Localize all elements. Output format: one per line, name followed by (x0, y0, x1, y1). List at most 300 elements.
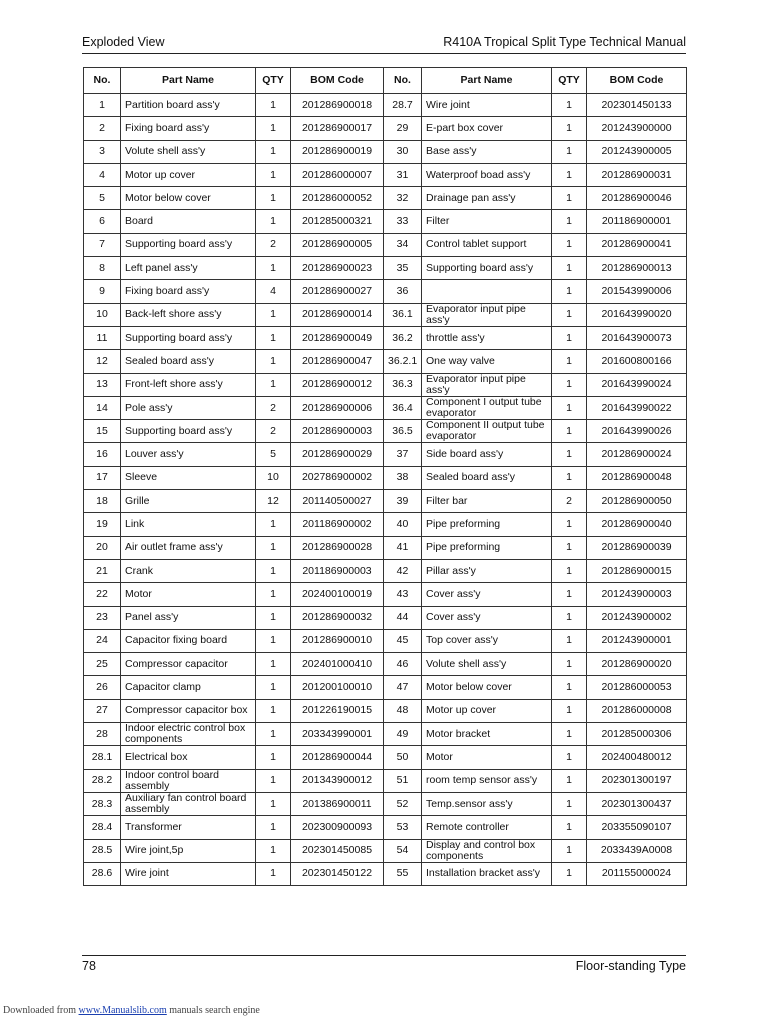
cell-no: 53 (384, 816, 422, 839)
cell-no: 18 (84, 490, 121, 513)
cell-no: 32 (384, 187, 422, 210)
table-row (84, 466, 687, 489)
cell-no: 38 (384, 466, 422, 489)
cell-part-name: Base ass'y (422, 140, 552, 163)
cell-bom-code: 201643990026 (587, 420, 687, 443)
table-row (84, 163, 687, 186)
cell-no: 42 (384, 559, 422, 582)
cell-no: 20 (84, 536, 121, 559)
cell-part-name: Electrical box (121, 746, 256, 769)
cell-qty: 1 (552, 653, 587, 676)
page-number: 78 (82, 959, 96, 973)
column-header-part-name: Part Name (121, 68, 256, 94)
cell-part-name: Left panel ass'y (121, 257, 256, 280)
cell-qty: 1 (256, 513, 291, 536)
cell-no: 36.4 (384, 396, 422, 419)
cell-bom-code: 201286900027 (291, 280, 384, 303)
cell-bom-code: 201286900014 (291, 303, 384, 326)
cell-no: 8 (84, 257, 121, 280)
cell-part-name: Pole ass'y (121, 396, 256, 419)
table-row (84, 94, 687, 117)
cell-part-name: Indoor electric control box components (121, 723, 256, 746)
cell-no: 17 (84, 466, 121, 489)
page-footer (82, 958, 686, 974)
cell-part-name: Supporting board ass'y (121, 233, 256, 256)
cell-qty: 1 (552, 676, 587, 699)
table-row (84, 326, 687, 349)
cell-qty: 1 (256, 723, 291, 746)
column-header-bom-code: BOM Code (587, 68, 687, 94)
table-row (84, 746, 687, 769)
cell-bom-code: 201286900050 (587, 490, 687, 513)
cell-qty: 2 (552, 490, 587, 513)
cell-qty: 1 (256, 653, 291, 676)
cell-bom-code: 202301300197 (587, 769, 687, 792)
cell-no: 41 (384, 536, 422, 559)
table-row (84, 117, 687, 140)
cell-bom-code: 201286900012 (291, 373, 384, 396)
cell-no: 36.1 (384, 303, 422, 326)
cell-bom-code: 201243900005 (587, 140, 687, 163)
column-header-no: No. (384, 68, 422, 94)
column-header-bom-code: BOM Code (291, 68, 384, 94)
cell-part-name: Fixing board ass'y (121, 280, 256, 303)
cell-qty: 1 (256, 816, 291, 839)
cell-no: 24 (84, 629, 121, 652)
watermark-suffix: manuals search engine (166, 1005, 260, 1016)
cell-part-name: Compressor capacitor box (121, 699, 256, 722)
cell-qty: 1 (552, 233, 587, 256)
cell-qty: 1 (552, 326, 587, 349)
table-row (84, 303, 687, 326)
cell-part-name: Wire joint (121, 862, 256, 885)
cell-qty: 1 (256, 187, 291, 210)
cell-bom-code: 201286000008 (587, 699, 687, 722)
cell-no: 23 (84, 606, 121, 629)
cell-part-name: Motor below cover (422, 676, 552, 699)
table-row (84, 769, 687, 792)
cell-part-name: Volute shell ass'y (422, 653, 552, 676)
cell-bom-code: 201286000052 (291, 187, 384, 210)
cell-qty: 1 (552, 420, 587, 443)
cell-part-name: Partition board ass'y (121, 94, 256, 117)
cell-bom-code: 201286900047 (291, 350, 384, 373)
cell-qty: 1 (256, 210, 291, 233)
table-row (84, 792, 687, 815)
cell-bom-code: 202301450085 (291, 839, 384, 862)
cell-no: 45 (384, 629, 422, 652)
cell-part-name: Component I output tube evaporator (422, 396, 552, 419)
table-row (84, 257, 687, 280)
cell-no: 34 (384, 233, 422, 256)
cell-bom-code: 201643990020 (587, 303, 687, 326)
cell-qty: 1 (552, 559, 587, 582)
cell-no: 4 (84, 163, 121, 186)
cell-no: 31 (384, 163, 422, 186)
cell-qty: 5 (256, 443, 291, 466)
cell-qty: 2 (256, 420, 291, 443)
cell-qty: 1 (552, 746, 587, 769)
cell-part-name: Pipe preforming (422, 536, 552, 559)
cell-no: 13 (84, 373, 121, 396)
header-divider (82, 53, 686, 54)
cell-qty: 1 (256, 373, 291, 396)
cell-qty: 1 (552, 187, 587, 210)
cell-part-name: Sleeve (121, 466, 256, 489)
cell-part-name: Pipe preforming (422, 513, 552, 536)
cell-qty: 1 (552, 466, 587, 489)
cell-part-name: Indoor control board assembly (121, 769, 256, 792)
bom-table (83, 67, 687, 886)
cell-no: 29 (384, 117, 422, 140)
cell-bom-code: 201286900044 (291, 746, 384, 769)
cell-qty: 1 (552, 513, 587, 536)
cell-part-name: Evaporator input pipe ass'y (422, 303, 552, 326)
cell-bom-code: 201286900018 (291, 94, 384, 117)
cell-bom-code: 201286900017 (291, 117, 384, 140)
cell-bom-code: 202400480012 (587, 746, 687, 769)
cell-bom-code: 202301450122 (291, 862, 384, 885)
table-row (84, 723, 687, 746)
cell-qty: 10 (256, 466, 291, 489)
cell-qty: 1 (256, 699, 291, 722)
table-row (84, 373, 687, 396)
cell-bom-code: 201543990006 (587, 280, 687, 303)
cell-no: 28 (84, 723, 121, 746)
cell-bom-code: 202301300437 (587, 792, 687, 815)
cell-no: 26 (84, 676, 121, 699)
cell-qty: 1 (256, 676, 291, 699)
cell-part-name: Grille (121, 490, 256, 513)
cell-bom-code: 202400100019 (291, 583, 384, 606)
cell-qty: 1 (552, 94, 587, 117)
cell-part-name: Back-left shore ass'y (121, 303, 256, 326)
cell-part-name: Volute shell ass'y (121, 140, 256, 163)
cell-part-name: Compressor capacitor (121, 653, 256, 676)
table-row (84, 839, 687, 862)
table-row (84, 233, 687, 256)
column-header-qty: QTY (256, 68, 291, 94)
cell-qty: 1 (256, 94, 291, 117)
cell-part-name: Remote controller (422, 816, 552, 839)
table-row (84, 559, 687, 582)
cell-no: 25 (84, 653, 121, 676)
cell-bom-code: 201243900002 (587, 606, 687, 629)
cell-qty: 1 (552, 210, 587, 233)
cell-no: 28.1 (84, 746, 121, 769)
cell-part-name: Component II output tube evaporator (422, 420, 552, 443)
cell-bom-code: 201285000321 (291, 210, 384, 233)
cell-part-name: Capacitor fixing board (121, 629, 256, 652)
cell-part-name: Supporting board ass'y (121, 326, 256, 349)
cell-no: 36 (384, 280, 422, 303)
cell-no: 19 (84, 513, 121, 536)
cell-part-name: Crank (121, 559, 256, 582)
cell-no: 28.4 (84, 816, 121, 839)
cell-part-name: Wire joint (422, 94, 552, 117)
cell-no: 28.5 (84, 839, 121, 862)
cell-qty: 1 (256, 769, 291, 792)
cell-part-name: Louver ass'y (121, 443, 256, 466)
cell-qty: 1 (552, 140, 587, 163)
cell-no: 9 (84, 280, 121, 303)
cell-bom-code: 202300900093 (291, 816, 384, 839)
table-row (84, 140, 687, 163)
table-row (84, 490, 687, 513)
column-header-part-name: Part Name (422, 68, 552, 94)
table-row (84, 443, 687, 466)
cell-qty: 1 (256, 746, 291, 769)
cell-no: 54 (384, 839, 422, 862)
cell-no: 2 (84, 117, 121, 140)
cell-part-name: Supporting board ass'y (422, 257, 552, 280)
table-row (84, 629, 687, 652)
cell-part-name: Cover ass'y (422, 606, 552, 629)
cell-bom-code: 201286900019 (291, 140, 384, 163)
table-body (84, 94, 687, 886)
cell-bom-code: 201286900005 (291, 233, 384, 256)
cell-bom-code: 201643900073 (587, 326, 687, 349)
cell-bom-code: 201286900006 (291, 396, 384, 419)
cell-no: 11 (84, 326, 121, 349)
column-header-qty: QTY (552, 68, 587, 94)
table-row (84, 699, 687, 722)
cell-no: 12 (84, 350, 121, 373)
cell-qty: 2 (256, 233, 291, 256)
cell-bom-code: 201286900013 (587, 257, 687, 280)
cell-no: 16 (84, 443, 121, 466)
manualslib-link[interactable]: www.Manualslib.com (78, 1005, 167, 1016)
cell-part-name: Filter (422, 210, 552, 233)
cell-bom-code: 201140500027 (291, 490, 384, 513)
cell-bom-code: 202301450133 (587, 94, 687, 117)
cell-bom-code: 201186900002 (291, 513, 384, 536)
cell-bom-code: 201286900010 (291, 629, 384, 652)
cell-qty: 1 (552, 629, 587, 652)
cell-bom-code: 201343900012 (291, 769, 384, 792)
cell-qty: 1 (256, 792, 291, 815)
cell-bom-code: 201386900011 (291, 792, 384, 815)
cell-part-name: Waterproof boad ass'y (422, 163, 552, 186)
cell-no: 39 (384, 490, 422, 513)
cell-qty: 2 (256, 396, 291, 419)
cell-qty: 1 (552, 839, 587, 862)
cell-bom-code: 201286900039 (587, 536, 687, 559)
cell-bom-code: 201286900032 (291, 606, 384, 629)
cell-qty: 1 (552, 606, 587, 629)
cell-qty: 1 (552, 280, 587, 303)
cell-qty: 1 (552, 443, 587, 466)
cell-qty: 1 (256, 117, 291, 140)
cell-bom-code: 201286900031 (587, 163, 687, 186)
cell-part-name: Motor (422, 746, 552, 769)
cell-bom-code: 201600800166 (587, 350, 687, 373)
table-row (84, 606, 687, 629)
cell-no: 43 (384, 583, 422, 606)
cell-bom-code: 201286000007 (291, 163, 384, 186)
cell-part-name: Motor up cover (422, 699, 552, 722)
cell-bom-code: 201286900048 (587, 466, 687, 489)
cell-no: 10 (84, 303, 121, 326)
table-row (84, 187, 687, 210)
cell-no: 33 (384, 210, 422, 233)
cell-qty: 1 (552, 373, 587, 396)
cell-bom-code: 201286900041 (587, 233, 687, 256)
page-header (82, 33, 686, 51)
cell-part-name: Panel ass'y (121, 606, 256, 629)
cell-no: 55 (384, 862, 422, 885)
cell-part-name: Auxiliary fan control board assembly (121, 792, 256, 815)
cell-qty: 1 (552, 816, 587, 839)
cell-no: 50 (384, 746, 422, 769)
cell-bom-code: 202786900002 (291, 466, 384, 489)
column-header-no: No. (84, 68, 121, 94)
cell-part-name: Link (121, 513, 256, 536)
cell-qty: 1 (256, 140, 291, 163)
cell-bom-code: 201286900040 (587, 513, 687, 536)
cell-part-name: Pillar ass'y (422, 559, 552, 582)
cell-bom-code: 201286900046 (587, 187, 687, 210)
cell-qty: 1 (552, 792, 587, 815)
section-title: Exploded View (82, 35, 165, 49)
cell-bom-code: 201286900024 (587, 443, 687, 466)
cell-qty: 1 (256, 629, 291, 652)
cell-qty: 1 (552, 163, 587, 186)
cell-part-name: Drainage pan ass'y (422, 187, 552, 210)
cell-qty: 1 (256, 559, 291, 582)
table-row (84, 280, 687, 303)
table-row (84, 653, 687, 676)
cell-bom-code: 201286000053 (587, 676, 687, 699)
unit-type: Floor-standing Type (575, 959, 686, 973)
cell-part-name: E-part box cover (422, 117, 552, 140)
table-row (84, 396, 687, 419)
cell-qty: 1 (552, 536, 587, 559)
cell-bom-code: 201200100010 (291, 676, 384, 699)
cell-bom-code: 202401000410 (291, 653, 384, 676)
cell-qty: 1 (256, 839, 291, 862)
cell-no: 52 (384, 792, 422, 815)
cell-part-name: Cover ass'y (422, 583, 552, 606)
cell-bom-code: 201243900003 (587, 583, 687, 606)
cell-bom-code: 201286900020 (587, 653, 687, 676)
cell-bom-code: 201286900049 (291, 326, 384, 349)
cell-part-name: Motor (121, 583, 256, 606)
table-row (84, 513, 687, 536)
cell-no: 1 (84, 94, 121, 117)
cell-no: 22 (84, 583, 121, 606)
download-watermark (3, 1005, 260, 1016)
cell-no: 36.2 (384, 326, 422, 349)
footer-divider (82, 955, 686, 956)
cell-part-name: Motor below cover (121, 187, 256, 210)
cell-part-name: Transformer (121, 816, 256, 839)
cell-qty: 1 (552, 396, 587, 419)
cell-no: 36.2.1 (384, 350, 422, 373)
cell-qty: 1 (552, 117, 587, 140)
cell-qty: 1 (552, 350, 587, 373)
cell-part-name: Motor up cover (121, 163, 256, 186)
cell-bom-code: 201243900001 (587, 629, 687, 652)
cell-part-name: Sealed board ass'y (422, 466, 552, 489)
cell-bom-code: 201643990022 (587, 396, 687, 419)
cell-no: 6 (84, 210, 121, 233)
cell-part-name: Filter bar (422, 490, 552, 513)
cell-no: 36.5 (384, 420, 422, 443)
cell-qty: 1 (552, 257, 587, 280)
cell-no: 30 (384, 140, 422, 163)
cell-qty: 1 (552, 303, 587, 326)
cell-no: 5 (84, 187, 121, 210)
cell-bom-code: 201286900023 (291, 257, 384, 280)
table-header-row (84, 68, 687, 94)
cell-qty: 1 (552, 862, 587, 885)
cell-part-name: Sealed board ass'y (121, 350, 256, 373)
cell-qty: 1 (552, 769, 587, 792)
cell-qty: 1 (256, 583, 291, 606)
table-row (84, 210, 687, 233)
cell-bom-code: 201286900028 (291, 536, 384, 559)
cell-qty: 1 (256, 536, 291, 559)
cell-bom-code: 201286900015 (587, 559, 687, 582)
cell-no: 49 (384, 723, 422, 746)
cell-no: 3 (84, 140, 121, 163)
cell-part-name: Front-left shore ass'y (121, 373, 256, 396)
cell-no: 51 (384, 769, 422, 792)
cell-qty: 12 (256, 490, 291, 513)
cell-no: 28.7 (384, 94, 422, 117)
cell-bom-code: 201643990024 (587, 373, 687, 396)
cell-qty: 1 (256, 326, 291, 349)
cell-part-name: throttle ass'y (422, 326, 552, 349)
cell-no: 48 (384, 699, 422, 722)
cell-no: 44 (384, 606, 422, 629)
cell-no: 28.6 (84, 862, 121, 885)
cell-bom-code: 203343990001 (291, 723, 384, 746)
cell-part-name: Board (121, 210, 256, 233)
cell-part-name: Air outlet frame ass'y (121, 536, 256, 559)
cell-bom-code: 201186900001 (587, 210, 687, 233)
cell-qty: 4 (256, 280, 291, 303)
watermark-prefix: Downloaded from (3, 1005, 79, 1016)
cell-no: 27 (84, 699, 121, 722)
cell-part-name: Control tablet support (422, 233, 552, 256)
cell-part-name: room temp sensor ass'y (422, 769, 552, 792)
cell-bom-code: 203355090107 (587, 816, 687, 839)
cell-part-name: Evaporator input pipe ass'y (422, 373, 552, 396)
cell-no: 14 (84, 396, 121, 419)
cell-no: 46 (384, 653, 422, 676)
table-row (84, 816, 687, 839)
table-row (84, 350, 687, 373)
cell-qty: 1 (256, 257, 291, 280)
cell-qty: 1 (256, 303, 291, 326)
cell-part-name: Display and control box components (422, 839, 552, 862)
cell-no: 15 (84, 420, 121, 443)
cell-qty: 1 (256, 350, 291, 373)
cell-part-name: One way valve (422, 350, 552, 373)
cell-bom-code: 201286900029 (291, 443, 384, 466)
cell-no: 37 (384, 443, 422, 466)
cell-part-name: Temp.sensor ass'y (422, 792, 552, 815)
cell-no: 21 (84, 559, 121, 582)
cell-qty: 1 (256, 862, 291, 885)
cell-qty: 1 (256, 163, 291, 186)
cell-part-name: Supporting board ass'y (121, 420, 256, 443)
cell-no: 47 (384, 676, 422, 699)
cell-qty: 1 (256, 606, 291, 629)
cell-no: 7 (84, 233, 121, 256)
